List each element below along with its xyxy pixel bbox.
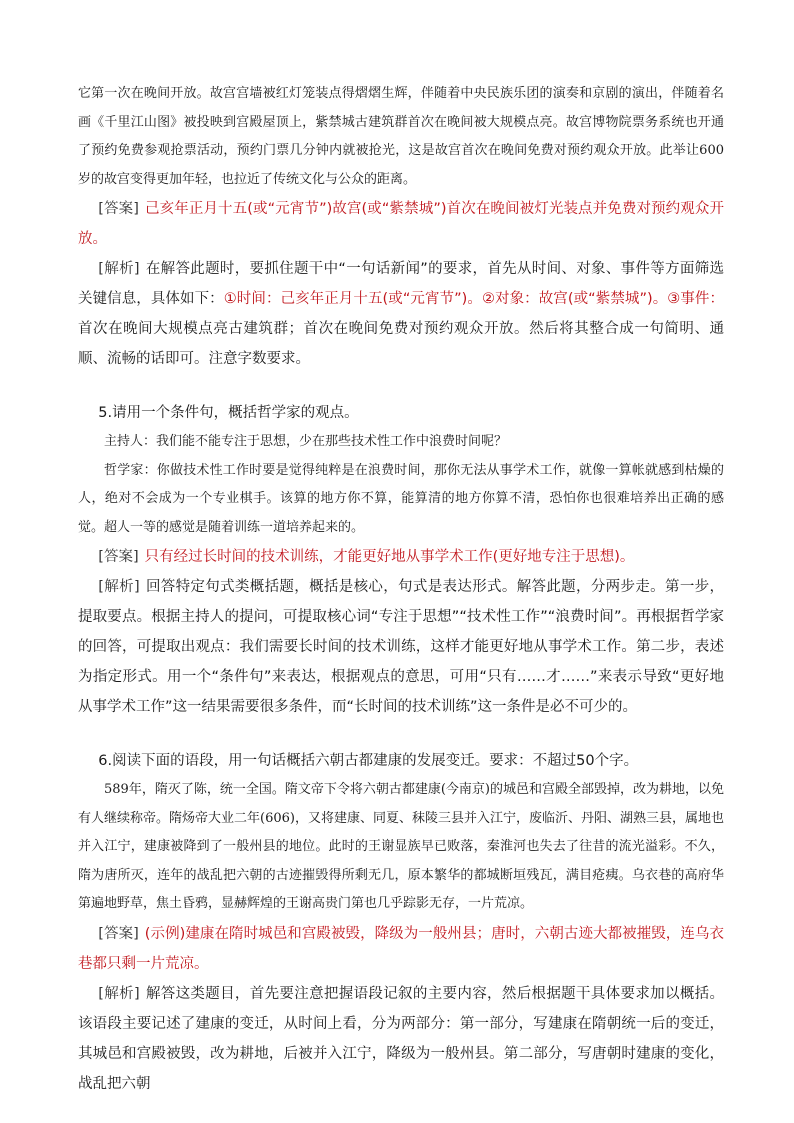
host-line: 主持人：我们能不能专注于思想，少在那些技术性工作中浪费时间呢？: [104, 434, 508, 449]
analysis-tag: [解析]: [98, 579, 140, 595]
answer-tag: [答案]: [98, 925, 139, 942]
analysis-6: [78, 979, 724, 1099]
answer-tag: [答案]: [98, 549, 139, 565]
analysis-text-b: 首次在晚间大规模点亮古建筑群；首次在晚间免费对预约观众开放。然后将其整合成一句简明、通顺、流畅的话即可。注意字数要求。: [78, 321, 724, 367]
analysis-tag: [解析]: [98, 261, 140, 277]
answer-4: [78, 194, 724, 254]
answer-6: [78, 919, 724, 979]
analysis-tag: [解析]: [98, 985, 140, 1002]
jiankang-passage: 589年，隋灭了陈，统一全国。隋文帝下令将六朝古都建康(今南京)的城邑和宫殿全部毁掉，改为耕地，以免有人继续称帝。隋炀帝大业二年(606)，又将建康、同夏、秣陵三县并入江宁，废临沂、丹阳、湖熟三县，属地也并入江宁，建康被降到了一般州县的地位。此时的王谢显族早已败落，秦淮河也失去了往昔的流光溢彩。不久，隋为唐所灭，连年的战乱把六朝的古迹摧毁得所剩无几，原本繁华的都城断垣残瓦，满目疮痍。乌衣巷的高府华第遍地野草，焦土昏鸦，显赫辉煌的王谢高贵门第也几乎踪影无存，一片荒凉。: [78, 782, 724, 911]
answer-5: [78, 542, 724, 572]
answer-text: 己亥年正月十五(或“元宵节”)故宫(或“紫禁城”)首次在晚间被灯光装点并免费对预约观众开放。: [78, 201, 724, 247]
page-content: [78, 80, 724, 1099]
analysis-text-a: 在解答此题时，要抓住题干中“一句话新闻”的要求，首先从时间、对象、事件等方面筛选关键信息，具体如下：: [78, 261, 724, 307]
question-5: 5.请用一个条件句，概括哲学家的观点。: [98, 405, 359, 421]
analysis-5: [78, 572, 724, 722]
philosopher-line: 哲学家：你做技术性工作时要是觉得纯粹是在浪费时间，那你无法从事学术工作，就像一算帐就感到枯燥的人，绝对不会成为一个专业棋手。该算的地方你不算，能算清的地方你算不清，恐怕你也很难培养出正确的感觉。超人一等的感觉是随着训练一道培养起来的。: [78, 462, 724, 535]
answer-text: (示例)建康在隋时城邑和宫殿被毁，降级为一般州县；唐时，六朝古迹大都被摧毁，连乌衣巷都只剩一片荒凉。: [78, 925, 724, 972]
news-passage: 它第一次在晚间开放。故宫宫墙被红灯笼装点得熠熠生辉，伴随着中央民族乐团的演奏和京剧的演出，伴随着名画《千里江山图》被投映到宫殿屋顶上，紫禁城古建筑群首次在晚间被大规模点亮。故宫博物院票务系统也开通了预约免费参观抢票活动，预约门票几分钟内就被抢光，这是故宫首次在晚间免费对预约观众开放。此举让600岁的故宫变得更加年轻，也拉近了传统文化与公众的距离。: [78, 86, 724, 187]
question-6: 6.阅读下面的语段，用一句话概括六朝古都建康的发展变迁。要求：不超过50个字。: [98, 753, 639, 769]
analysis-text: 回答特定句式类概括题，概括是核心，句式是表达形式。解答此题，分两步走。第一步，提取要点。根据主持人的提问，可提取核心词“专注于思想”“技术性工作”“浪费时间”。再根据哲学家的回答，可提取出观点：我们需要长时间的技术训练，这样才能更好地从事学术工作。第二步，表述为指定形式。用一个“条件句”来表达，根据观点的意思，可用“只有……才……”来表示导致“更好地从事学术工作”这一结果需要很多条件，而“长时间的技术训练”这一条件是必不可少的。: [78, 579, 724, 715]
analysis-text-red: ①时间：己亥年正月十五(或“元宵节”)。②对象：故宫(或“紫禁城”)。③事件：: [223, 291, 725, 307]
answer-tag: [答案]: [98, 201, 139, 217]
analysis-4: [78, 254, 724, 374]
answer-text: 只有经过长时间的技术训练，才能更好地从事学术工作(更好地专注于思想)。: [144, 549, 635, 565]
analysis-text: 解答这类题目，首先要注意把握语段记叙的主要内容，然后根据题干具体要求加以概括。该语段主要记述了建康的变迁，从时间上看，分为两部分：第一部分，写建康在隋朝统一后的变迁，其城邑和宫殿被毁，改为耕地，后被并入江宁，降级为一般州县。第二部分，写唐朝时建康的变化，战乱把六朝: [78, 985, 724, 1092]
